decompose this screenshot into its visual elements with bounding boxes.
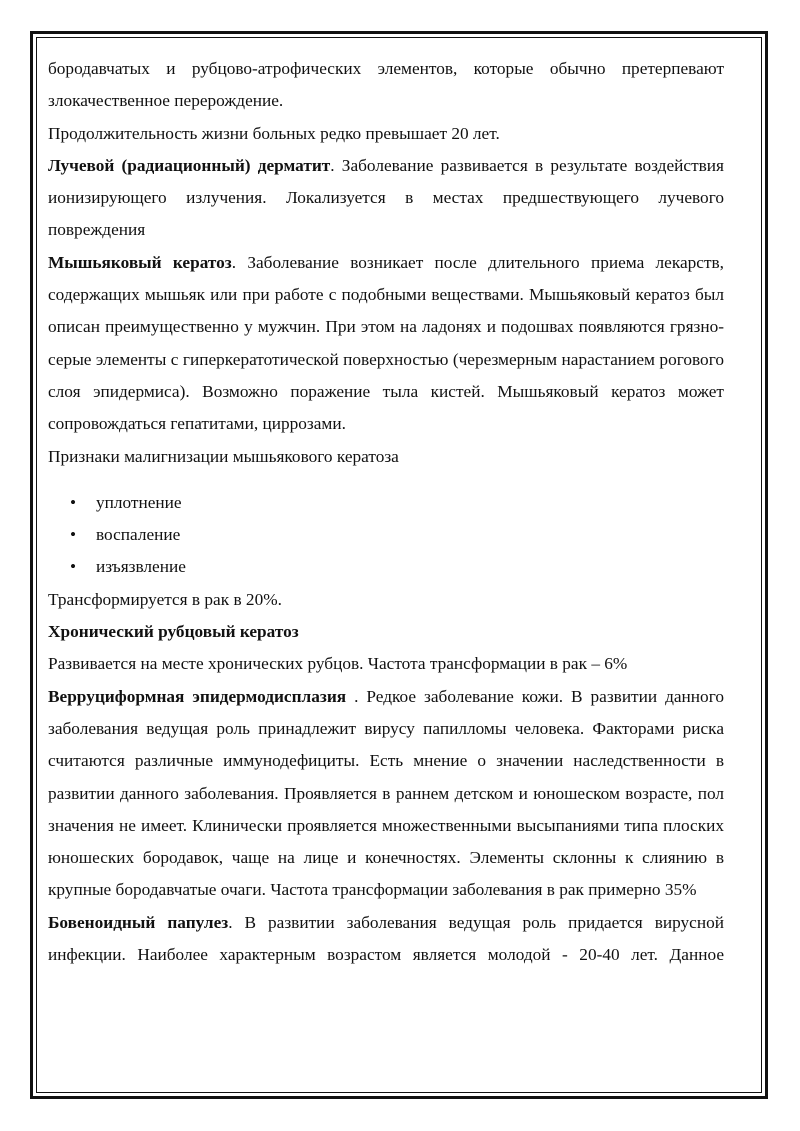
spacer [48,473,724,487]
malignancy-signs-list [48,487,724,584]
bullet-icon: • [70,557,77,577]
list-item-text: изъязвление [96,557,186,577]
term-verruciform-epidermodysplasia: Верруциформная эпидермодисплазия [48,686,347,706]
text-radiation-dermatitis: . Заболевание развивается в результате воздействия ионизирующего излучения. Локализуется в местах предшествующего лучевого повреждения [48,155,724,240]
list-item [48,487,724,519]
text-verruciform-epidermodysplasia: . Редкое заболевание кожи. В развитии данного заболевания ведущая роль принадлежит вирусу папилломы человека. Факторами риска считаются различные иммунодефициты. Есть мнение о значении наследственности в развитии данного заболевания. Проявляется в раннем детском и юношеском возрасте, пол значения не имеет. Клинически проявляется множественными высыпаниями типа плоских юношеских бородавок, чаще на лице и конечностях. Элементы склонны к слиянию в крупные бородавчатые очаги. Частота трансформации заболевания в рак примерно 35% [48,686,724,900]
list-item-text: уплотнение [96,492,182,512]
paragraph-arsenic-keratosis [48,247,724,441]
text-bowenoid-papulosis: . В развитии заболевания ведущая роль придается вирусной инфекции. Наиболее характерным возрастом является молодой - 20-40 лет. Данное [48,912,724,965]
list-item [48,519,724,551]
term-chronic-scar-keratosis: Хронический рубцовый кератоз [48,622,299,642]
paragraph-continuation: бородавчатых и рубцово-атрофических элементов, которые обычно претерпевают злокачественное перерождение. [48,59,724,111]
paragraph-radiation-dermatitis [48,150,724,247]
list-item-text: воспаление [96,525,181,545]
list-item [48,551,724,583]
text-arsenic-keratosis: . Заболевание возникает после длительного приема лекарств, содержащих мышьяк или при работе с подобными веществами. Мышьяковый кератоз был описан преимущественно у мужчин. При этом на ладонях и подошвах появляются грязно-серые элементы с гиперкератотической поверхностью (черезмерным нарастанием рогового слоя эпидермиса). Возможно поражение тыла кистей. Мышьяковый кератоз может сопровождаться гепатитами, циррозами. [48,252,724,434]
paragraph-verruciform-epidermodysplasia [48,681,724,907]
document-body [48,53,724,971]
bullet-icon: • [70,525,77,545]
paragraph-life-expectancy: Продолжительность жизни больных редко превышает 20 лет. [48,123,500,143]
paragraph-malignancy-signs: Признаки малигнизации мышьякового кератоза [48,446,399,466]
term-radiation-dermatitis: Лучевой (радиационный) дерматит [48,155,331,175]
paragraph-chronic-scar-keratosis: Развивается на месте хронических рубцов. Частота трансформации в рак – 6% [48,654,628,674]
paragraph-transformation-rate: Трансформируется в рак в 20%. [48,589,282,609]
term-bowenoid-papulosis: Бовеноидный папулез [48,912,229,932]
term-arsenic-keratosis: Мышьяковый кератоз [48,252,232,272]
bullet-icon: • [70,492,77,512]
heading-chronic-scar-keratosis [48,616,724,648]
paragraph-bowenoid-papulosis [48,907,724,972]
